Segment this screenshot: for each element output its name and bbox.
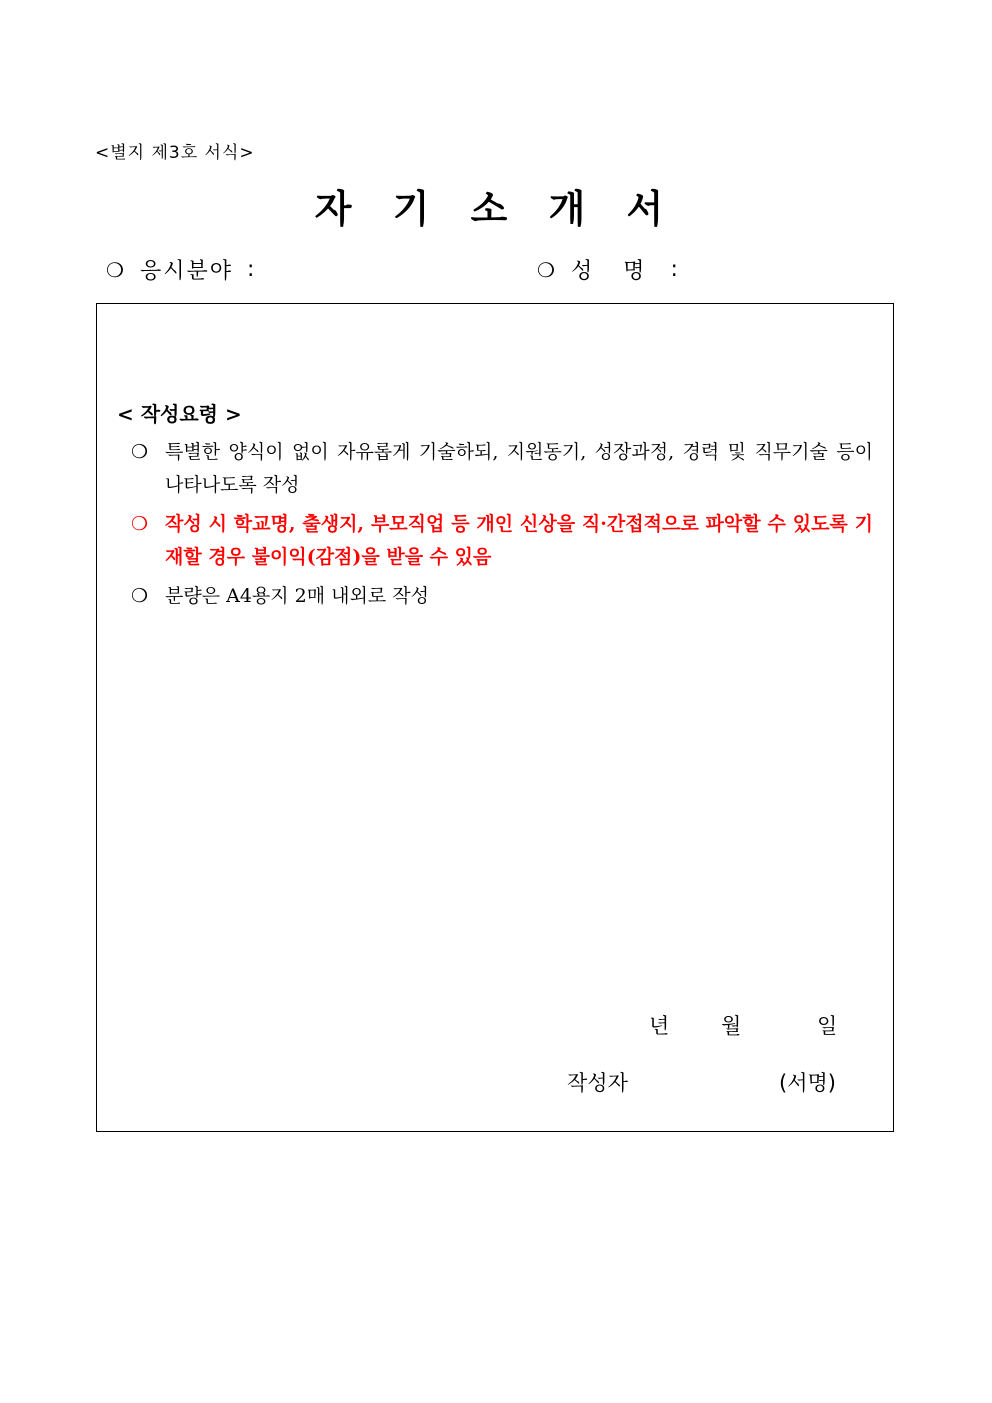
date-year-label: 년 — [649, 1014, 670, 1038]
guide-item-format — [131, 436, 873, 502]
guide-item-text: 분량은 A4용지 2매 내외로 작성 — [165, 585, 429, 607]
date-day-label: 일 — [817, 1014, 838, 1038]
date-month-label: 월 — [721, 1014, 742, 1038]
apply-field-label: 응시분야 — [139, 259, 233, 284]
name-field-label: 성 명 — [570, 259, 657, 284]
circle-bullet-icon: ❍ — [131, 585, 149, 607]
circle-bullet-icon: ❍ — [106, 257, 124, 282]
author-label: 작성자 — [567, 1071, 628, 1095]
writing-guide-heading: < 작성요령 > — [117, 402, 242, 426]
name-field-row — [537, 254, 678, 285]
circle-bullet-icon: ❍ — [537, 257, 555, 282]
guide-item-length — [131, 580, 873, 613]
circle-bullet-icon: ❍ — [131, 513, 149, 535]
name-field-colon: : — [670, 257, 678, 282]
form-number-label: <별지 제3호 서식> — [95, 143, 255, 163]
document-title: 자 기 소 개 서 — [314, 187, 678, 231]
guide-item-warning — [131, 508, 873, 574]
guide-item-text: 작성 시 학교명, 출생지, 부모직업 등 개인 신상을 직·간접적으로 파악할 수 있도록 기재할 경우 불이익(감점)을 받을 수 있음 — [165, 513, 873, 568]
guide-item-text: 특별한 양식이 없이 자유롭게 기술하되, 지원동기, 성장과정, 경력 및 직무기술 등이 나타나도록 작성 — [165, 441, 873, 496]
apply-field-colon: : — [246, 257, 255, 282]
apply-field-row — [106, 254, 254, 285]
circle-bullet-icon: ❍ — [131, 441, 149, 463]
self-introduction-box[interactable] — [96, 303, 894, 1132]
signature-label: (서명) — [779, 1071, 836, 1095]
